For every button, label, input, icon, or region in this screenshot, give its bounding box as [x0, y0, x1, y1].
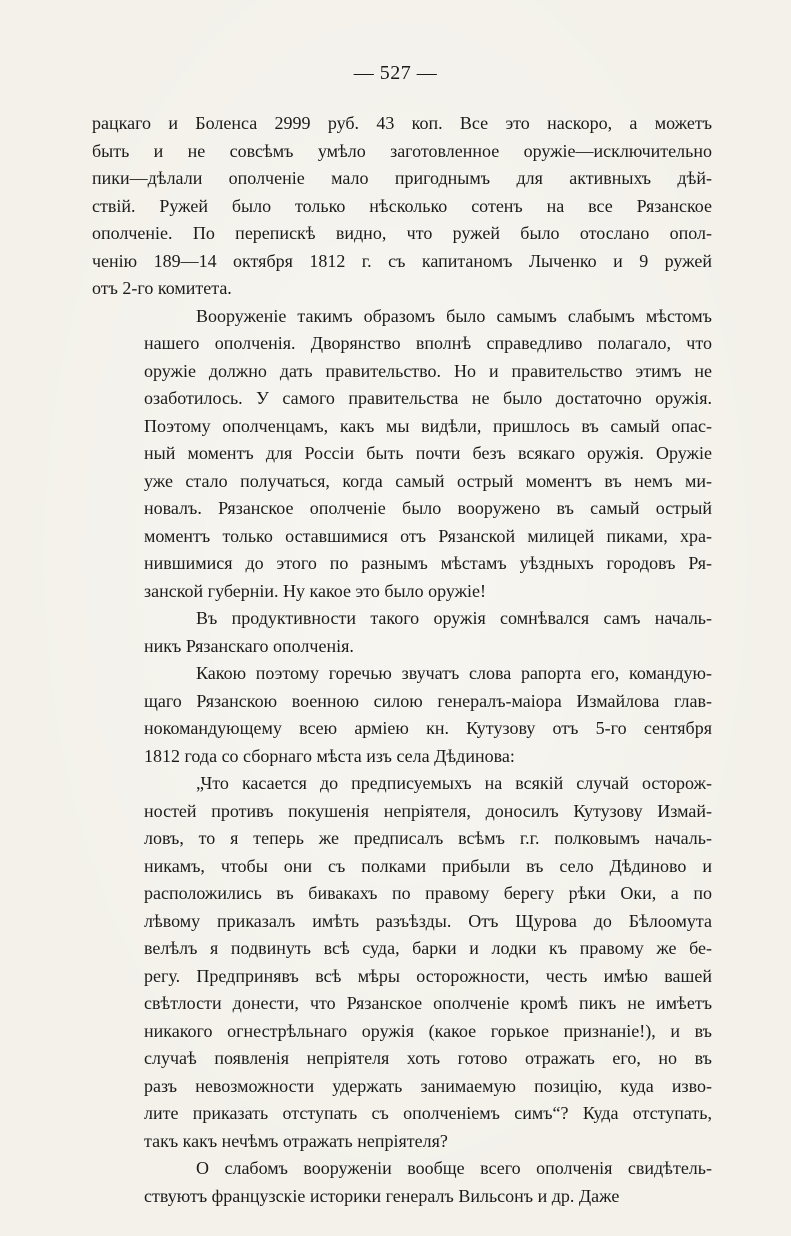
- text-line: свѣтлости донести, что Рязанское ополченіе кромѣ пикъ не имѣетъ: [144, 993, 712, 1013]
- paragraph: [92, 605, 712, 660]
- text-line: Вооруженіе такимъ образомъ было самымъ слабымъ мѣстомъ: [196, 305, 712, 326]
- text-line: никъ Рязанскаго ополченія.: [144, 635, 354, 656]
- text-line: ностей противъ покушенія непріятеля, доносилъ Кутузову Измай-: [144, 800, 712, 821]
- text-line: оружіе должно дать правительство. Но и правительство этимъ не: [144, 360, 712, 381]
- text-line: озаботилось. У самого правительства не было достаточно оружія.: [144, 388, 712, 408]
- text-line: ополченіе. По перепискѣ видно, что ружей было отослано опол-: [92, 223, 712, 243]
- text-line: рацкаго и Боленса 2999 руб. 43 коп. Все это наскоро, а можетъ: [92, 113, 712, 133]
- text-line: 1812 года со сборнаго мѣста изъ села Дѣдинова:: [144, 745, 515, 766]
- text-line: ствуютъ французскіе историки генералъ Вильсонъ и др. Даже: [144, 1185, 620, 1206]
- text-line: нашего ополченія. Дворянство вполнѣ справедливо полагало, что: [144, 333, 712, 353]
- text-line: быть и не совсѣмъ умѣло заготовленное оружіе—исключительно: [92, 140, 712, 161]
- text-line: случаѣ появленія непріятеля хоть готово отражать его, но въ: [144, 1048, 712, 1068]
- text-line: велѣлъ я подвинуть всѣ суда, барки и лодки къ правому же бе-: [144, 938, 712, 958]
- text-line: уже стало получаться, когда самый острый моментъ въ немъ ми-: [144, 470, 712, 491]
- text-line: лѣвому приказалъ имѣть разъѣзды. Отъ Щурова до Бѣлоомута: [144, 910, 712, 931]
- body-text: [92, 110, 712, 1210]
- text-line: никамъ, чтобы они съ полками прибыли въ село Дѣдиново и: [144, 855, 712, 876]
- text-line: О слабомъ вооруженіи вообще всего ополченія свидѣтель-: [196, 1158, 712, 1178]
- text-line: отъ 2-го комитета.: [92, 278, 232, 298]
- paragraph: [92, 770, 712, 1155]
- text-line: ный моментъ для Россіи быть почти безъ всякаго оружія. Оружіе: [144, 443, 712, 463]
- text-line: ченію 189—14 октября 1812 г. съ капитаномъ Лыченко и 9 ружей: [92, 250, 712, 271]
- text-line: новалъ. Рязанское ополченіе было вооружено въ самый острый: [144, 498, 712, 518]
- paragraph: [92, 660, 712, 770]
- text-line: Поэтому ополченцамъ, какъ мы видѣли, пришлось въ самый опас-: [144, 415, 712, 436]
- paragraph: [92, 110, 712, 303]
- text-line: лите приказать отступать съ ополченіемъ симъ“? Куда отступать,: [144, 1103, 712, 1123]
- text-line: нокомандующему всею арміею кн. Кутузову отъ 5-го сентября: [144, 718, 712, 738]
- text-line: „Что касается до предписуемыхъ на всякій случай осторож-: [196, 773, 712, 793]
- text-line: моментъ только оставшимися отъ Рязанской милицей пиками, хра-: [144, 525, 712, 546]
- text-line: ловъ, то я теперь же предписалъ всѣмъ г.г. полковымъ началь-: [144, 828, 712, 848]
- text-line: регу. Предпринявъ всѣ мѣры осторожности, честь имѣю вашей: [144, 965, 712, 986]
- page-number: — 527 —: [353, 62, 438, 84]
- text-line: ствій. Ружей было только нѣсколько сотенъ на все Рязанское: [92, 195, 712, 216]
- text-line: занской губерніи. Ну какое это было оружіе!: [144, 580, 487, 601]
- paragraph: [92, 1155, 712, 1210]
- text-line: пики—дѣлали ополченіе мало пригоднымъ для активныхъ дѣй-: [92, 168, 712, 188]
- text-line: расположились въ бивакахъ по правому берегу рѣки Оки, а по: [144, 883, 712, 903]
- text-line: щаго Рязанскою военною силою генералъ-маіора Измайлова глав-: [144, 690, 712, 711]
- text-line: разъ невозможности удержать занимаемую позицію, куда изво-: [144, 1075, 712, 1096]
- text-line: такъ какъ нечѣмъ отражать непріятеля?: [144, 1130, 448, 1151]
- text-line: нившимися до этого по разнымъ мѣстамъ уѣздныхъ городовъ Ря-: [144, 553, 712, 573]
- text-line: Какою поэтому горечью звучатъ слова рапорта его, командую-: [196, 663, 712, 683]
- text-line: никакого огнестрѣльнаго оружія (какое горькое признаніе!), и въ: [144, 1020, 712, 1041]
- paragraph: [92, 303, 712, 606]
- text-line: Въ продуктивности такого оружія сомнѣвался самъ началь-: [196, 608, 712, 628]
